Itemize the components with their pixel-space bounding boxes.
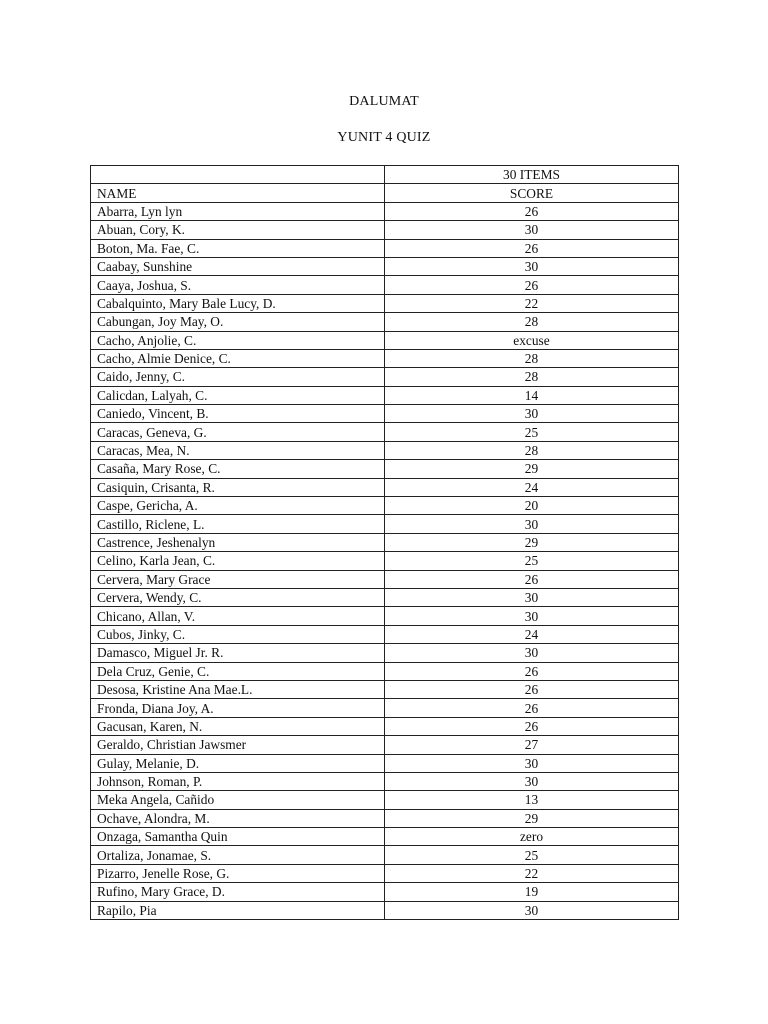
student-score-cell: 28 [385, 313, 679, 331]
student-score-cell: 27 [385, 736, 679, 754]
student-score-cell: 22 [385, 864, 679, 882]
student-score-cell: 25 [385, 846, 679, 864]
table-row [91, 533, 679, 551]
student-name-cell: Gacusan, Karen, N. [91, 717, 385, 735]
student-name-cell: Cabalquinto, Mary Bale Lucy, D. [91, 294, 385, 312]
student-name-cell: Caniedo, Vincent, B. [91, 405, 385, 423]
table-row [91, 349, 679, 367]
student-score-cell: 19 [385, 883, 679, 901]
student-name-cell: Geraldo, Christian Jawsmer [91, 736, 385, 754]
score-column-header: SCORE [385, 184, 679, 202]
student-score-cell: 26 [385, 680, 679, 698]
student-name-cell: Ochave, Alondra, M. [91, 809, 385, 827]
student-name-cell: Caracas, Mea, N. [91, 441, 385, 459]
table-row [91, 221, 679, 239]
student-score-cell: 26 [385, 570, 679, 588]
table-row [91, 313, 679, 331]
student-score-cell: 30 [385, 754, 679, 772]
items-count-cell: 30 ITEMS [385, 166, 679, 184]
table-row [91, 276, 679, 294]
table-row [91, 460, 679, 478]
student-score-cell: excuse [385, 331, 679, 349]
table-row [91, 901, 679, 919]
table-row [91, 846, 679, 864]
student-name-cell: Cervera, Mary Grace [91, 570, 385, 588]
student-name-cell: Onzaga, Samantha Quin [91, 828, 385, 846]
scores-table-body [91, 166, 679, 920]
student-name-cell: Rapilo, Pia [91, 901, 385, 919]
student-name-cell: Damasco, Miguel Jr. R. [91, 644, 385, 662]
student-name-cell: Boton, Ma. Fae, C. [91, 239, 385, 257]
student-name-cell: Casaña, Mary Rose, C. [91, 460, 385, 478]
student-name-cell: Caido, Jenny, C. [91, 368, 385, 386]
student-name-cell: Calicdan, Lalyah, C. [91, 386, 385, 404]
student-name-cell: Desosa, Kristine Ana Mae.L. [91, 680, 385, 698]
table-row [91, 405, 679, 423]
table-row [91, 883, 679, 901]
student-score-cell: 29 [385, 460, 679, 478]
student-score-cell: 28 [385, 441, 679, 459]
table-row [91, 791, 679, 809]
table-row [91, 497, 679, 515]
table-row [91, 828, 679, 846]
table-row [91, 588, 679, 606]
table-row [91, 423, 679, 441]
student-name-cell: Caabay, Sunshine [91, 257, 385, 275]
student-name-cell: Cabungan, Joy May, O. [91, 313, 385, 331]
student-score-cell: zero [385, 828, 679, 846]
table-row [91, 570, 679, 588]
student-score-cell: 30 [385, 772, 679, 790]
student-name-cell: Chicano, Allan, V. [91, 607, 385, 625]
table-row [91, 607, 679, 625]
student-score-cell: 30 [385, 221, 679, 239]
table-row [91, 864, 679, 882]
student-name-cell: Pizarro, Jenelle Rose, G. [91, 864, 385, 882]
student-score-cell: 22 [385, 294, 679, 312]
table-row [91, 257, 679, 275]
document-title: DALUMAT [349, 94, 419, 109]
student-score-cell: 28 [385, 349, 679, 367]
table-row [91, 294, 679, 312]
student-score-cell: 30 [385, 607, 679, 625]
table-row [91, 386, 679, 404]
table-row [91, 552, 679, 570]
document-subtitle: YUNIT 4 QUIZ [337, 130, 431, 145]
table-row [91, 772, 679, 790]
table-row [91, 662, 679, 680]
student-name-cell: Johnson, Roman, P. [91, 772, 385, 790]
table-row [91, 717, 679, 735]
student-name-cell: Meka Angela, Cañido [91, 791, 385, 809]
student-name-cell: Caaya, Joshua, S. [91, 276, 385, 294]
student-name-cell: Abarra, Lyn lyn [91, 202, 385, 220]
table-row [91, 736, 679, 754]
student-score-cell: 24 [385, 625, 679, 643]
table-row [91, 202, 679, 220]
table-row [91, 809, 679, 827]
student-name-cell: Gulay, Melanie, D. [91, 754, 385, 772]
student-name-cell: Castrence, Jeshenalyn [91, 533, 385, 551]
student-name-cell: Cervera, Wendy, C. [91, 588, 385, 606]
student-score-cell: 26 [385, 276, 679, 294]
table-row [91, 644, 679, 662]
student-score-cell: 29 [385, 533, 679, 551]
student-name-cell: Abuan, Cory, K. [91, 221, 385, 239]
student-score-cell: 26 [385, 699, 679, 717]
student-name-cell: Cubos, Jinky, C. [91, 625, 385, 643]
table-row [91, 625, 679, 643]
table-row [91, 680, 679, 698]
items-row-blank-cell [91, 166, 385, 184]
table-row [91, 478, 679, 496]
student-score-cell: 14 [385, 386, 679, 404]
table-row [91, 515, 679, 533]
table-row [91, 441, 679, 459]
table-row [91, 368, 679, 386]
scores-table [90, 165, 679, 920]
student-score-cell: 28 [385, 368, 679, 386]
table-row [91, 754, 679, 772]
header-row [91, 184, 679, 202]
student-name-cell: Fronda, Diana Joy, A. [91, 699, 385, 717]
student-name-cell: Caspe, Gericha, A. [91, 497, 385, 515]
student-score-cell: 20 [385, 497, 679, 515]
student-name-cell: Casiquin, Crisanta, R. [91, 478, 385, 496]
items-row [91, 166, 679, 184]
student-name-cell: Cacho, Anjolie, C. [91, 331, 385, 349]
student-name-cell: Cacho, Almie Denice, C. [91, 349, 385, 367]
student-name-cell: Caracas, Geneva, G. [91, 423, 385, 441]
student-name-cell: Dela Cruz, Genie, C. [91, 662, 385, 680]
student-score-cell: 26 [385, 662, 679, 680]
student-score-cell: 30 [385, 257, 679, 275]
student-name-cell: Celino, Karla Jean, C. [91, 552, 385, 570]
student-score-cell: 25 [385, 552, 679, 570]
table-row [91, 699, 679, 717]
student-name-cell: Castillo, Riclene, L. [91, 515, 385, 533]
student-score-cell: 26 [385, 239, 679, 257]
student-name-cell: Rufino, Mary Grace, D. [91, 883, 385, 901]
student-score-cell: 30 [385, 588, 679, 606]
student-score-cell: 30 [385, 405, 679, 423]
table-row [91, 239, 679, 257]
student-score-cell: 30 [385, 644, 679, 662]
student-score-cell: 26 [385, 717, 679, 735]
student-score-cell: 13 [385, 791, 679, 809]
student-score-cell: 25 [385, 423, 679, 441]
student-score-cell: 26 [385, 202, 679, 220]
student-score-cell: 29 [385, 809, 679, 827]
student-score-cell: 24 [385, 478, 679, 496]
student-score-cell: 30 [385, 901, 679, 919]
student-score-cell: 30 [385, 515, 679, 533]
student-name-cell: Ortaliza, Jonamae, S. [91, 846, 385, 864]
table-row [91, 331, 679, 349]
name-column-header: NAME [91, 184, 385, 202]
